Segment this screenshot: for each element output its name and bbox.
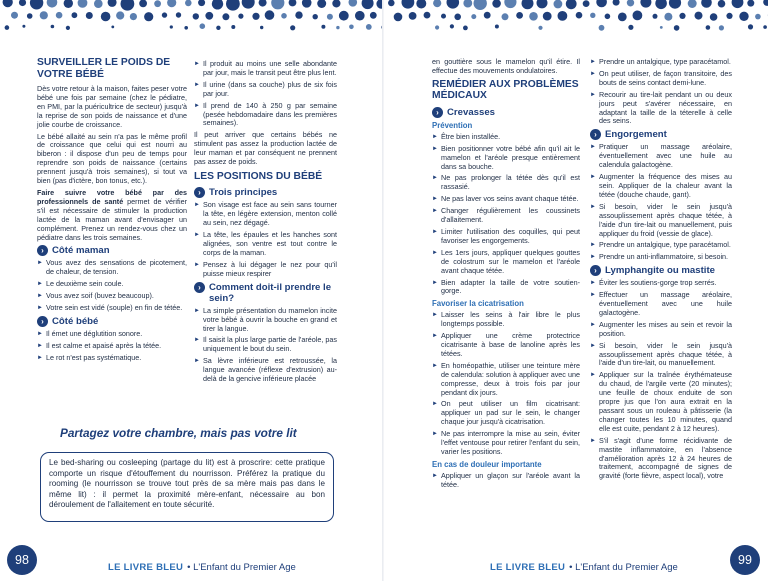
decorative-dot (238, 14, 243, 19)
section-title-positions: LES POSITIONS DU BÉBÉ (194, 170, 323, 182)
list-item: ► Si besoin, vider le sein jusqu'à assouplissement après chaque tétée, à l'aide d'un tire-lait ou manuellement, puis appliquer du froid (vessie de glace). (590, 203, 732, 239)
decorative-dot (599, 25, 605, 31)
decorative-dot (265, 10, 275, 20)
decorative-dot (739, 12, 748, 21)
chevron-circle-icon: › (590, 129, 601, 140)
column-right-2 (590, 58, 732, 484)
list-item: ► Appliquer sur la traînée érythémateuse du chaud, de l'argile verte (20 minutes); une feuille de choux enduite de son propre jus que l'on aura extrait en la passant sous un rouleau à pâtisserie (la changer toutes les 10 minutes, quand elle est cuite, pendant 2 à 12 heures). (590, 371, 732, 433)
decorative-dot (605, 13, 611, 19)
list-item: ► Effectuer un massage aréolaire, éventuellement avec une huile galactogène. (590, 291, 732, 318)
decorative-dot (669, 0, 681, 9)
list-item: ► Appliquer un glaçon sur l'aréole avant la tétée. (432, 472, 580, 490)
decorative-dot (170, 25, 173, 28)
decorative-dot (162, 12, 167, 17)
decorative-dot (529, 12, 538, 21)
decorative-dot (719, 25, 724, 30)
list-item: ► On peut utiliser un film cicatrisant: appliquer un pad sur le sein, le changer chaque jour jusqu'à cicatrisation. (432, 400, 580, 427)
decorative-dot (295, 11, 302, 18)
chevron-circle-icon: › (37, 316, 48, 327)
decorative-dot (47, 0, 58, 8)
decorative-dot (362, 0, 374, 9)
decorative-dot (492, 0, 501, 8)
list-item: ► Appliquer une crème protectrice cicatrisante à base de lanoline après les tétées. (432, 332, 580, 359)
heading-cote-maman: › Côté maman (37, 245, 187, 256)
list-item: ► La simple présentation du mamelon incite votre bébé à ouvrir la bouche en grand et tirer la langue. (194, 307, 337, 334)
decorative-dot (463, 26, 468, 31)
decorative-dot (185, 0, 192, 6)
decorative-dot (327, 14, 333, 20)
decorative-dot (435, 25, 439, 29)
decorative-dot (317, 0, 326, 8)
decorative-dot (653, 14, 658, 19)
list-item: ► Il urine (dans sa couche) plus de six fois par jour. (194, 81, 337, 99)
decorative-dot (409, 12, 417, 20)
decorative-dot (78, 0, 88, 8)
page-number: 99 (730, 545, 760, 575)
decorative-dot (116, 11, 124, 19)
decorative-dot (198, 0, 205, 6)
list-item: ► Vous avez des sensations de picotement, de chaleur, de tension. (37, 259, 187, 277)
decorative-dot (289, 0, 297, 6)
decorative-dot (366, 24, 372, 30)
decorative-dot (674, 25, 680, 31)
list-item: ► Il saisit la plus large partie de l'aréole, pas uniquement le bout du sein. (194, 336, 337, 354)
chevron-circle-icon: › (194, 282, 205, 293)
column-left-1 (37, 56, 187, 366)
decorative-dot (558, 11, 568, 21)
list-item: ► En homéopathie, utiliser une teinture mère de calendula: solution à appliquer avec une compresse, deux à trois fois par jour pendant dix jours. (432, 362, 580, 398)
decorative-dot (388, 0, 395, 6)
list-item: ► Augmenter les mises au sein et revoir la position. (590, 321, 732, 339)
decorative-dot (618, 13, 627, 22)
heading-comment: › Comment doit-il prendre le sein? (194, 282, 337, 304)
decorative-dot (72, 12, 78, 18)
decorative-dot (424, 12, 431, 19)
list-item: ► Pratiquer un massage aréolaire, éventuellement avec une huile au calendula galactogène. (590, 143, 732, 170)
decorative-dot (537, 0, 548, 8)
decorative-dot (590, 13, 595, 18)
chevron-circle-icon: › (432, 107, 443, 118)
decorative-dot (231, 25, 235, 29)
decorative-dot (394, 13, 403, 22)
decorative-dot (732, 0, 744, 8)
decorative-dot (271, 0, 284, 9)
decorative-dot (86, 12, 93, 19)
list-item: ► S'il s'agit d'une forme récidivante de mastite inflammatoire, en l'absence d'amélioration après 12 à 24 heures de traitement, accompagné de signes de gravité (forte fièvre, aspect local), votre (590, 437, 732, 482)
decorative-dot (755, 14, 761, 20)
decorative-dot (695, 12, 703, 20)
info-box: Le bed-sharing ou cosleeping (partage du lit) est à proscrire: cette pratique comporte un risque d'étouffement du nourrisson. Préférez la pratique du rooming (le nourrisson se trouve tout près de sa mère mais pas dans le même lit) : il permet la proximité mère-enfant, nécessaire au bon déroulement de l'allaitement en toute sécurité. (40, 452, 334, 522)
list-item: ► Éviter les soutiens-gorge trop serrés. (590, 279, 732, 288)
decorative-dot (27, 13, 33, 19)
decorative-dot (193, 13, 199, 19)
decorative-dot (5, 25, 10, 30)
decorative-dot (447, 0, 460, 9)
decorative-dot (111, 26, 114, 29)
decorative-dot (259, 0, 267, 7)
decorative-dot (433, 0, 441, 7)
decorative-dot (679, 13, 685, 19)
decorative-dot (242, 0, 255, 9)
paragraph: Le bébé allaité au sein n'a pas le même profil de croissance que celui qui est nourri au biberon : il dispose d'un peu de temps pour reprendre son poids de naissance (certains prennent jusqu'à trois semaines), si tout va bien (pas d'ictère, bon tonus, etc.). (37, 131, 187, 186)
decorative-dot (660, 26, 663, 29)
decorative-dot (3, 0, 13, 7)
decorative-dot (205, 12, 213, 20)
decorative-dot (200, 23, 206, 29)
decorative-dot (349, 25, 354, 30)
decorative-dot (613, 0, 620, 6)
list-item: ► Prendre un anti-inflammatoire, si besoin. (590, 253, 732, 262)
decorative-dot (516, 12, 523, 19)
decorative-dot (543, 12, 552, 21)
decorative-dot (226, 0, 240, 11)
subheading-prevention: Prévention (432, 120, 473, 130)
decorative-dot (747, 0, 754, 7)
decorative-dot (450, 24, 454, 28)
heading-cote-bebe: › Côté bébé (37, 316, 187, 327)
decorative-dot (596, 0, 607, 7)
list-item: ► Il produit au moins une selle abondante par jour, mais le transit peut être plus lent. (194, 60, 337, 78)
subheading-douleur: En cas de douleur importante (432, 459, 542, 469)
decorative-dot (22, 25, 25, 28)
list-item: ► Ne pas laver vos seins avant chaque tétée. (432, 195, 580, 204)
footer-title: • L'Enfant du Premier Age (569, 562, 678, 573)
decorative-dot (701, 0, 712, 8)
decorative-dot (463, 0, 472, 8)
paragraph: Il peut arriver que certains bébés ne stimulent pas assez la production lactée de leur maman et par conséquent ne prennent pas assez de poids. (194, 130, 337, 167)
decorative-dot (370, 12, 377, 19)
heading-lymphangite: › Lymphangite ou mastite (590, 265, 732, 276)
list-item: ► Si besoin, vider le sein jusqu'à assouplissement après chaque tétée, à l'aide d'un tire-lait, ou manuellement. (590, 342, 732, 369)
decorative-dot (576, 12, 583, 19)
decorative-dot (688, 0, 697, 8)
decorative-dot (349, 0, 358, 7)
decorative-dot (121, 0, 135, 11)
decorative-dot (64, 0, 73, 8)
footer-brand: LE LIVRE BLEU (490, 562, 566, 573)
decorative-dot (184, 26, 188, 30)
list-item: ► Le rot n'est pas systématique. (37, 354, 187, 363)
decorative-dot (471, 14, 476, 19)
list-item: ► Prendre un antalgique, type paracétamol. (590, 241, 732, 250)
decorative-dot (706, 25, 711, 30)
decorative-dot (252, 13, 259, 20)
list-item: ► Laisser les seins à l'air libre le plus longtemps possible. (432, 311, 580, 329)
decorative-dot (167, 0, 176, 7)
list-item: ► Être bien installée. (432, 133, 580, 142)
decorative-dot (101, 12, 111, 22)
list-item: ► Vous avez soif (buvez beaucoup). (37, 292, 187, 301)
decorative-dot (30, 0, 43, 10)
decorative-dot (66, 26, 70, 30)
decorative-dot (554, 0, 563, 8)
list-item: ► Il prend de 140 à 250 g par semaine (pesée hebdomadaire dans les premières semaines). (194, 102, 337, 129)
decorative-dot (313, 14, 318, 19)
list-item: ► Prendre un antalgique, type paracétamol. (590, 58, 732, 67)
decorative-dot (19, 0, 26, 6)
decorative-dot (139, 0, 147, 7)
decorative-dot (441, 14, 446, 19)
decorative-dot (655, 0, 667, 9)
decorative-dot (454, 13, 461, 20)
banner-title: Partagez votre chambre, mais pas votre lit (60, 426, 297, 440)
decorative-dots (384, 0, 768, 32)
decorative-dot (144, 12, 153, 21)
decorative-dot (416, 0, 426, 9)
decorative-dots (0, 0, 384, 32)
section-title-poids: SURVEILLER LE POIDS DE VOTRE BÉBÉ (37, 57, 171, 80)
heading-engorgement: › Engorgement (590, 129, 732, 140)
decorative-dot (566, 0, 577, 9)
decorative-dot (763, 25, 767, 29)
decorative-dot (154, 0, 161, 7)
column-left-2 (194, 60, 337, 387)
list-bebe (37, 330, 187, 363)
decorative-dot (538, 26, 542, 30)
decorative-dot (583, 0, 590, 7)
decorative-dot (748, 24, 753, 29)
decorative-dot (11, 12, 18, 19)
decorative-dot (40, 11, 48, 19)
decorative-dot (290, 25, 295, 30)
list-item: ► Limiter l'utilisation des coquilles, qui peut favoriser les engorgements. (432, 228, 580, 246)
list-item: ► Bien adapter la taille de votre soutien-gorge. (432, 279, 580, 297)
decorative-dot (628, 25, 633, 30)
list-item: ► La tête, les épaules et les hanches sont alignées, son ventre est tout contre le corps de la maman. (194, 231, 337, 258)
decorative-dot (94, 0, 103, 8)
column-right-1 (432, 58, 580, 493)
footer (108, 562, 296, 573)
decorative-dot (664, 13, 672, 21)
decorative-dot (627, 0, 634, 6)
decorative-dot (302, 0, 312, 8)
decorative-dot (718, 0, 726, 8)
heading-crevasses: › Crevasses (432, 107, 580, 118)
decorative-dot (495, 25, 499, 29)
paragraph: en gouttière sous le mamelon qu'il étire. Il effectue des mouvements ondulatoires. (432, 57, 580, 75)
list-item: ► Il est calme et apaisé après la tétée. (37, 342, 187, 351)
chevron-circle-icon: › (37, 245, 48, 256)
page-99 (384, 0, 768, 581)
decorative-dot (339, 11, 349, 21)
decorative-dot (108, 0, 117, 7)
list-item: ► Les 1ers jours, appliquer quelques gouttes de colostrum sur le mamelon et l'aréole avant chaque tétée. (432, 249, 580, 276)
decorative-dot (355, 11, 365, 21)
heading-trois-principes: › Trois principes (194, 187, 337, 198)
chevron-circle-icon: › (194, 187, 205, 198)
decorative-dot (222, 13, 229, 20)
list-item: ► Le deuxième sein coule. (37, 280, 187, 289)
decorative-dot (640, 0, 651, 8)
decorative-dot (176, 12, 181, 17)
chevron-circle-icon: › (590, 265, 601, 276)
footer-brand: LE LIVRE BLEU (108, 562, 184, 573)
paragraph: Dès votre retour à la maison, faites peser votre bébé une fois par semaine (chez le pédiatre, en PMI, par la puéricultrice de secteur) jusqu'à la reprise de son poids de naissance et d'une jolie courbe de croissance. (37, 84, 187, 129)
list-item: ► Sa lèvre inférieure est retroussée, la langue avancée (réflexe d'extrusion) au-delà de la gencive inférieure placée (194, 357, 337, 384)
decorative-dot (504, 0, 516, 8)
list-item: ► Recourir au tire-lait pendant un ou deux jours peut s'avérer nécessaire, en adaptant la taille de la téterelle à celle des seins. (590, 91, 732, 127)
decorative-dot (726, 13, 732, 19)
decorative-dot (474, 0, 487, 10)
decorative-dot (502, 13, 509, 20)
decorative-dot (56, 12, 63, 19)
list-item: ► Ne pas prolonger la tétée dès qu'il est rassasié. (432, 174, 580, 192)
list-item: ► On peut utiliser, de façon transitoire, des bouts de seins contact demi-lune. (590, 70, 732, 88)
list-item: ► Votre sein est vidé (souple) en fin de tétée. (37, 304, 187, 313)
section-title-problemes: REMÉDIER AUX PROBLÈMES MÉDICAUX (432, 78, 579, 102)
decorative-dot (332, 0, 340, 8)
subheading-cicatrisation: Favoriser la cicatrisation (432, 299, 524, 309)
decorative-dot (130, 13, 137, 20)
footer-title: • L'Enfant du Premier Age (187, 562, 296, 573)
list-item: ► Ne pas interrompre la mise au sein, éviter l'effet ventouse pour retirer l'enfant du sein, varier les positions. (432, 430, 580, 457)
decorative-dot (484, 12, 491, 19)
decorative-dot (633, 11, 643, 21)
decorative-dot (216, 26, 220, 30)
list-item: ► Pensez à lui dégager le nez pour qu'il puisse mieux respirer (194, 261, 337, 279)
paragraph: Faire suivre votre bébé par des professionnels de santé permet de vérifier s'il est nécessaire de stimuler la production lactée de la maman avant d'envisager un complément. Prenez un rendez-vous chez un pédiatre dans les trois semaines. (37, 187, 187, 242)
footer (490, 562, 678, 573)
decorative-dot (402, 0, 415, 9)
list-item: ► Augmenter la fréquence des mises au sein. Appliquer de la chaleur avant la tétée (douche chaude, gant). (590, 173, 732, 200)
list-maman (37, 259, 187, 313)
decorative-dot (522, 0, 534, 9)
list-item: ► Bien positionner votre bébé afin qu'il ait le mamelon et l'aréole presque entièrement dans sa bouche. (432, 145, 580, 172)
page-number: 98 (7, 545, 37, 575)
list-item: ► Il émet une déglutition sonore. (37, 330, 187, 339)
decorative-dot (51, 25, 55, 29)
list-item: ► Son visage est face au sein sans tourner la tête, en légère extension, menton collé au sein, nez dégagé. (194, 201, 337, 228)
decorative-dot (763, 0, 768, 6)
decorative-dot (321, 25, 325, 29)
decorative-dot (260, 26, 263, 29)
decorative-dot (710, 13, 718, 21)
decorative-dot (336, 26, 339, 29)
decorative-dot (212, 0, 223, 10)
list-item: ► Changer régulièrement les coussinets d'allaitement. (432, 207, 580, 225)
decorative-dot (281, 13, 287, 19)
